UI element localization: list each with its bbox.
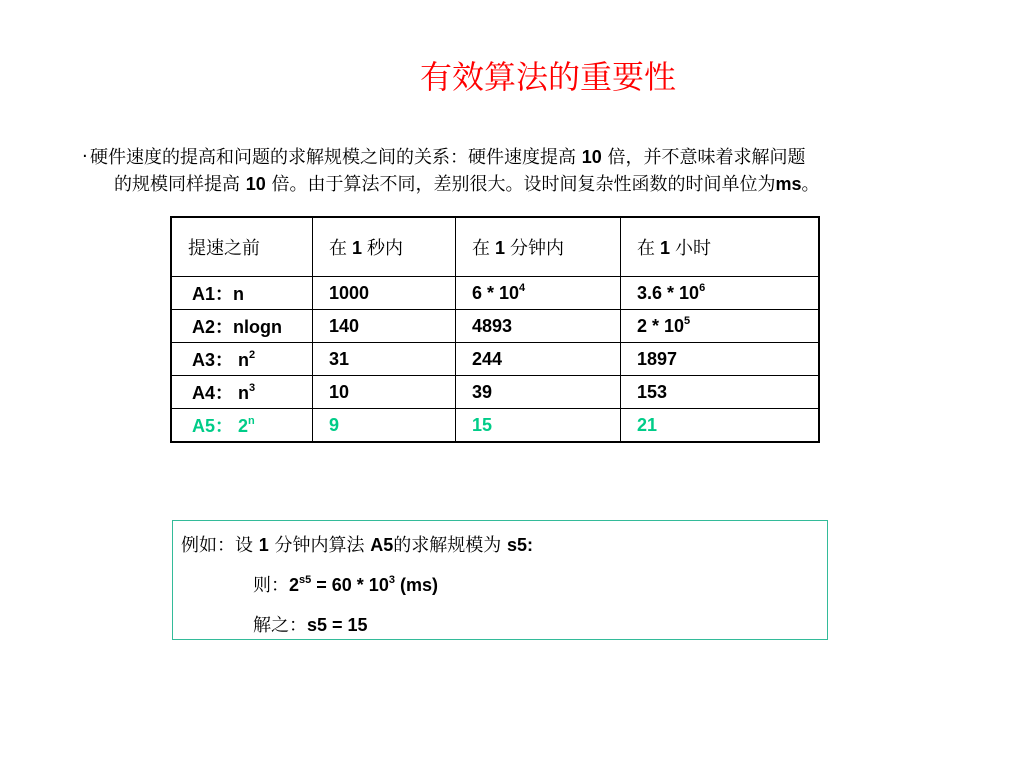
value-cell: $6 * 10^4$ <box>456 277 621 310</box>
value-cell: 1000 <box>313 277 456 310</box>
algorithm-cell: A4： $n^3$ <box>171 376 313 409</box>
example-line-2: 则：$2^{s5} = 60 * 10^3$ (ms) <box>253 574 438 596</box>
algorithm-cell: A3： $n^2$ <box>171 343 313 376</box>
table-row <box>171 277 819 310</box>
slide-title: 有效算法的重要性 <box>419 58 676 96</box>
value-cell: 153 <box>621 376 820 409</box>
value-cell: 31 <box>313 343 456 376</box>
value-cell: 244 <box>456 343 621 376</box>
algorithm-cell: A2：nlogn <box>171 310 313 343</box>
value-cell: 21 <box>621 409 820 443</box>
value-cell: 9 <box>313 409 456 443</box>
example-box <box>172 520 828 640</box>
value-cell: 15 <box>456 409 621 443</box>
value-cell: 10 <box>313 376 456 409</box>
value-cell: 140 <box>313 310 456 343</box>
value-cell: 1897 <box>621 343 820 376</box>
value-cell: $3.6 * 10^6$ <box>621 277 820 310</box>
algorithm-cell: A1：n <box>171 277 313 310</box>
table-row-highlighted <box>171 409 819 443</box>
example-line-1: 例如：设 1 分钟内算法 A5的求解规模为 s5: <box>181 535 533 556</box>
paragraph-line-2: 的规模同样提高 10 倍。由于算法不同，差别很大。设时间复杂性函数的时间单位为ms。 <box>114 174 820 195</box>
header-1-second: 在 1 秒内 <box>313 217 456 277</box>
value-cell: 39 <box>456 376 621 409</box>
header-before: 提速之前 <box>171 217 313 277</box>
speedup-table <box>170 216 820 443</box>
table-row <box>171 310 819 343</box>
table-row <box>171 343 819 376</box>
example-line-3: 解之：s5 = 15 <box>253 615 368 636</box>
header-1-minute: 在 1 分钟内 <box>456 217 621 277</box>
algorithm-cell: A5： 2$^n$ <box>171 409 313 443</box>
bullet-marker: · <box>82 146 88 167</box>
table-row <box>171 376 819 409</box>
header-1-hour: 在 1 小时 <box>621 217 820 277</box>
table-header-row <box>171 217 819 277</box>
value-cell: $2 * 10^5$ <box>621 310 820 343</box>
value-cell: 4893 <box>456 310 621 343</box>
paragraph-line-1: 硬件速度的提高和问题的求解规模之间的关系：硬件速度提高 10 倍，并不意味着求解问题 <box>90 147 806 168</box>
